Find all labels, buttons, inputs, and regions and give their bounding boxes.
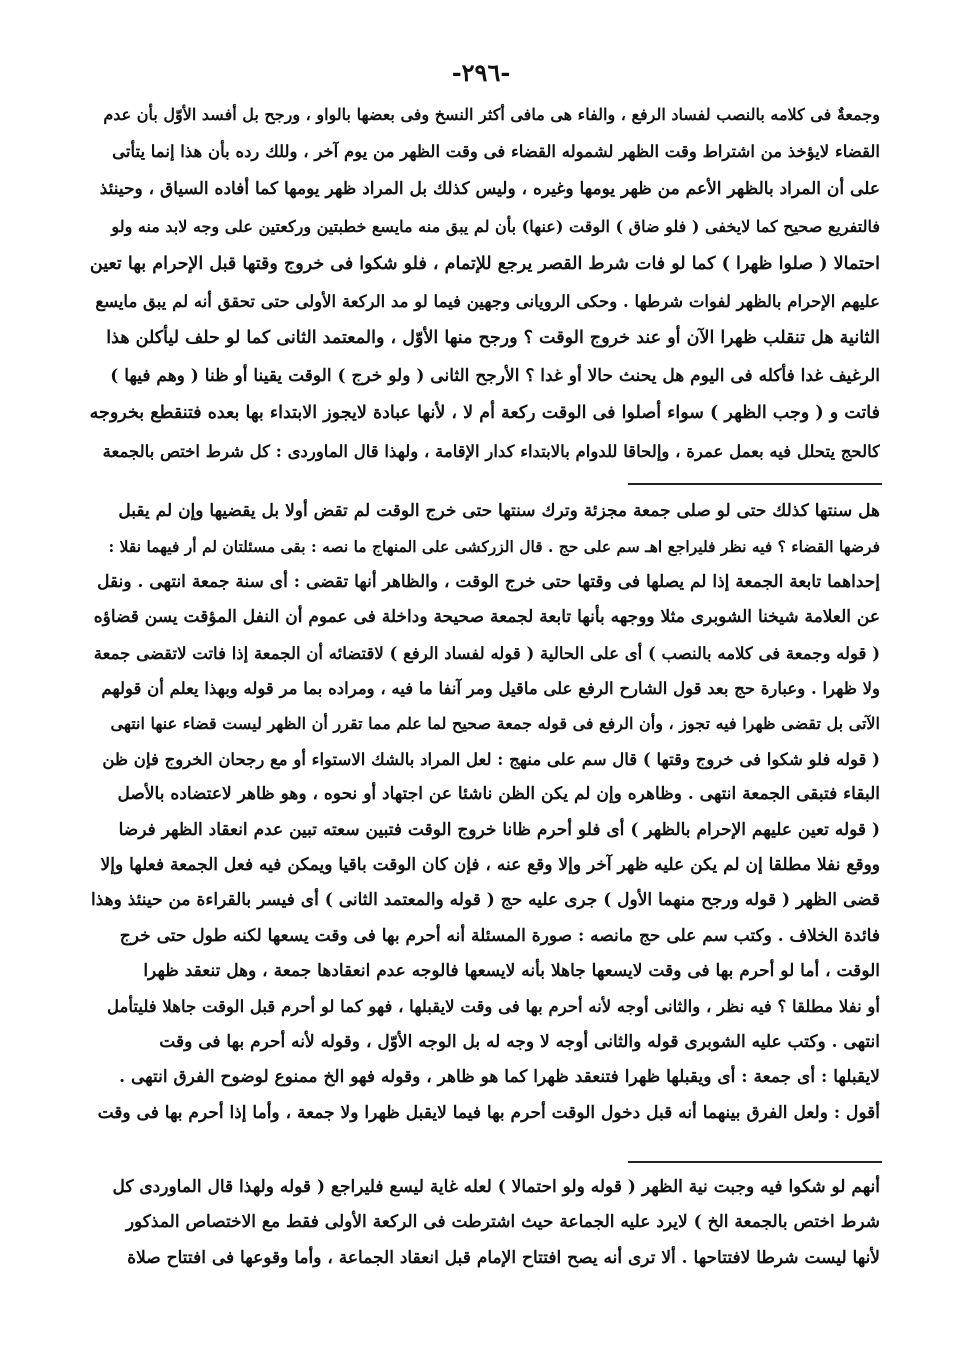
commentary-line: ( قوله فلو شكوا فى خروج وقتها ) قال سم على منهج : لعل المراد بالشك الاستواء أو مع رجحان الخروج فإن ظن bbox=[102, 749, 880, 769]
commentary-line: الوقت ، أما لو أحرم بها فى وقت لايسعها جاهلا بأنه لايسعها فالوجه عدم انعقادها جمعة ، وهل تنعقد ظهرا bbox=[143, 961, 880, 982]
commentary-line: لأنها ليست شرطا لافتتاحها . ألا ترى أنه يصح افتتاح الإمام قبل انعقاد الجماعة ، وأما وقوعها فى افتتاح صلاة bbox=[127, 1247, 880, 1268]
commentary-line: أو نفلا مطلقا ؟ فيه نظر ، والثانى أوجه لأنه أحرم بها فى وقت لايقبلها ، فهو كما لو أحرم قبل الوقت جاهلا فليتأمل bbox=[107, 997, 880, 1017]
commentary-line: فائدة الخلاف . وكتب سم على حج مانصه : صورة المسئلة أنه أحرم بها فى وقت يسعها لكنه طول حتى خرج bbox=[119, 925, 880, 946]
main-text-line: فالتفريع صحيح كما لايخفى ( فلو ضاق ) الوقت (عنها) بأن لم يبق منه مايسع خطبتين وركعتين على وجه لابد منه ولو bbox=[111, 217, 880, 237]
main-text-line: على أن المراد بالظهر الأعم من ظهر يومها وغيره ، وليس كذلك بل المراد ظهر يومها كما أفاده السياق ، وحينئذ bbox=[99, 178, 880, 199]
commentary-line: ووقع نفلا مطلقا إن لم يكن عليه ظهر آخر وإلا وقع عنه ، فإن كان الوقت باقيا ويمكن فيه فعل الجمعة فعلها وإلا bbox=[100, 854, 880, 875]
commentary-line: عن العلامة شيخنا الشوبرى مثلا ووجهه بأنها تابعة لجمعة صحيحة وداخلة فى عموم أن النفل المؤقت يسن قضاؤه bbox=[93, 607, 880, 628]
commentary-line: هل سنتها كذلك حتى لو صلى جمعة مجزئة وترك سنتها حتى خرج الوقت لم تقض أولا بل يقضيها وإن لم يقبل bbox=[118, 501, 880, 521]
commentary-line: أنهم لو شكوا فيه وجبت نية الظهر ( قوله ولو احتمالا ) لعله غاية ليسع فليراجع ( قوله ولهذا قال الماوردى كل bbox=[112, 1177, 880, 1197]
main-text-line: عليهم الإحرام بالظهر لفوات شرطها . وحكى الرويانى وجهين فيما لو مد الركعة الأولى حتى تحقق أنه لم يبق مايسع bbox=[95, 291, 880, 311]
commentary-line: البقاء فتبقى الجمعة انتهى . وظاهره وإن لم يكن الظن ناشئا عن اجتهاد أو نحوه ، وهو ظاهر لاعتضاده بالأصل bbox=[117, 784, 880, 805]
commentary-line: قضى الظهر ( قوله ورجح منهما الأول ) جرى عليه حج ( قوله والمعتمد الثانى ) أى فيسر بالقراءة من حينئذ وهذا bbox=[91, 890, 880, 911]
main-text-line: وجمعةٌ فى كلامه بالنصب لفساد الرفع ، والفاء هى مافى أكثر النسخ وفى بعضها بالواو ، ورجح بل أفسد الأوّل بأن عدم bbox=[103, 105, 880, 124]
commentary-line: الآتى بل تقضى ظهرا فيه تجوز ، وأن الرفع فى قوله جمعة صحيح لما علم مما تقرر أن الظهر ليست قضاء عنها انتهى bbox=[110, 714, 880, 734]
commentary-line: لايقبلها : أى جمعة : أى ويقبلها ظهرا فتنعقد ظهرا كما هو ظاهر ، وقوله فهو الخ ممنوع لوضوح الفرق انتهى . bbox=[119, 1067, 880, 1088]
page-number: -٢٩٦- bbox=[451, 58, 511, 87]
commentary-line: أقول : ولعل الفرق بينهما أنه قبل دخول الوقت أحرم بها فيما لايقبل ظهرا ولا جمعة ، وأما إذا أحرم بها فى وقت bbox=[97, 1102, 880, 1123]
commentary-block-1 bbox=[90, 494, 880, 1131]
footnote-separator-rule bbox=[628, 483, 882, 485]
commentary-line: ( قوله تعين عليهم الإحرام بالظهر ) أى فلو أحرم ظانا خروج الوقت فتبين سعته تبين عدم انعقاد الظهر فرضا bbox=[118, 819, 880, 840]
commentary-block-2 bbox=[90, 1170, 880, 1276]
commentary-line: ولا ظهرا . وعبارة حج بعد قول الشارح الرفع على ماقيل ومر آنفا ما فيه ، ومراده بما مر قوله وبهذا يعلم أن قولهم bbox=[101, 678, 880, 698]
main-text-line: القضاء لايؤخذ من اشتراط وقت الظهر لشموله القضاء فى وقت الظهر من يوم آخر ، وللك رده بأن هذا إنما يتأتى bbox=[112, 142, 880, 162]
main-text-line: كالحج يتحلل فيه بعمل عمرة ، وإلحاقا للدوام بالابتداء كدار الإقامة ، ولهذا قال الماوردى : كل شرط اختص بالجمعة bbox=[102, 441, 880, 461]
commentary-line: فرضها القضاء ؟ فيه نظر فليراجع اهـ سم على حج . قال الزركشى على المنهاج ما نصه : بقى مسئلتان لم أر فيهما نقلا : bbox=[108, 537, 880, 557]
main-text-line: فاتت و ( وجب الظهر ) سواء أصلوا فى الوقت ركعة أم لا ، لأنها عبادة لايجوز الابتداء بها بعده فتنقطع بخروجه bbox=[90, 403, 880, 424]
main-text-line: الثانية هل تنقلب ظهرا الآن أو عند خروج الوقت ؟ ورجح منها الأوّل ، والمعتمد الثانى كما لو حلف ليأكلن هذا bbox=[106, 328, 880, 349]
commentary-line: إحداهما تابعة الجمعة إذا لم يصلها فى وقتها حتى خرج الوقت ، والظاهر أنها تقضى : أى سنة جمعة انتهى . ونقل bbox=[97, 571, 880, 592]
commentary-line: شرط اختص بالجمعة الخ ) لايرد عليه الجماعة حيث اشترطت فى الركعة الأولى فقط مع الاختصاص المذكور bbox=[125, 1212, 880, 1233]
main-text-line: الرغيف غدا فأكله فى اليوم هل يحنث حالا أو غدا ؟ الأرجح الثانى ( ولو خرج ) الوقت يقينا أو ظنا ( وهم فيها ) bbox=[110, 365, 880, 386]
main-text-block bbox=[90, 96, 880, 470]
main-text-line: احتمالا ( صلوا ظهرا ) كما لو فات شرط القصر يرجع للإتمام ، فلو شكوا فى خروج وقتها قبل الإحرام بها تعين bbox=[90, 253, 880, 274]
commentary-line: ( قوله وجمعة فى كلامه بالنصب ) أى على الحالية ( قوله لفساد الرفع ) لاقتضائه أن الجمعة إذا فاتت لاتقضى جمعة bbox=[93, 643, 880, 663]
footnote-separator-rule-2 bbox=[628, 1161, 882, 1163]
commentary-line: انتهى . وكتب عليه الشوبرى قوله والثانى أوجه لا وجه له بل الوجه الأوّل ، وقوله لأنه أحرم بها فى وقت bbox=[159, 1031, 880, 1052]
